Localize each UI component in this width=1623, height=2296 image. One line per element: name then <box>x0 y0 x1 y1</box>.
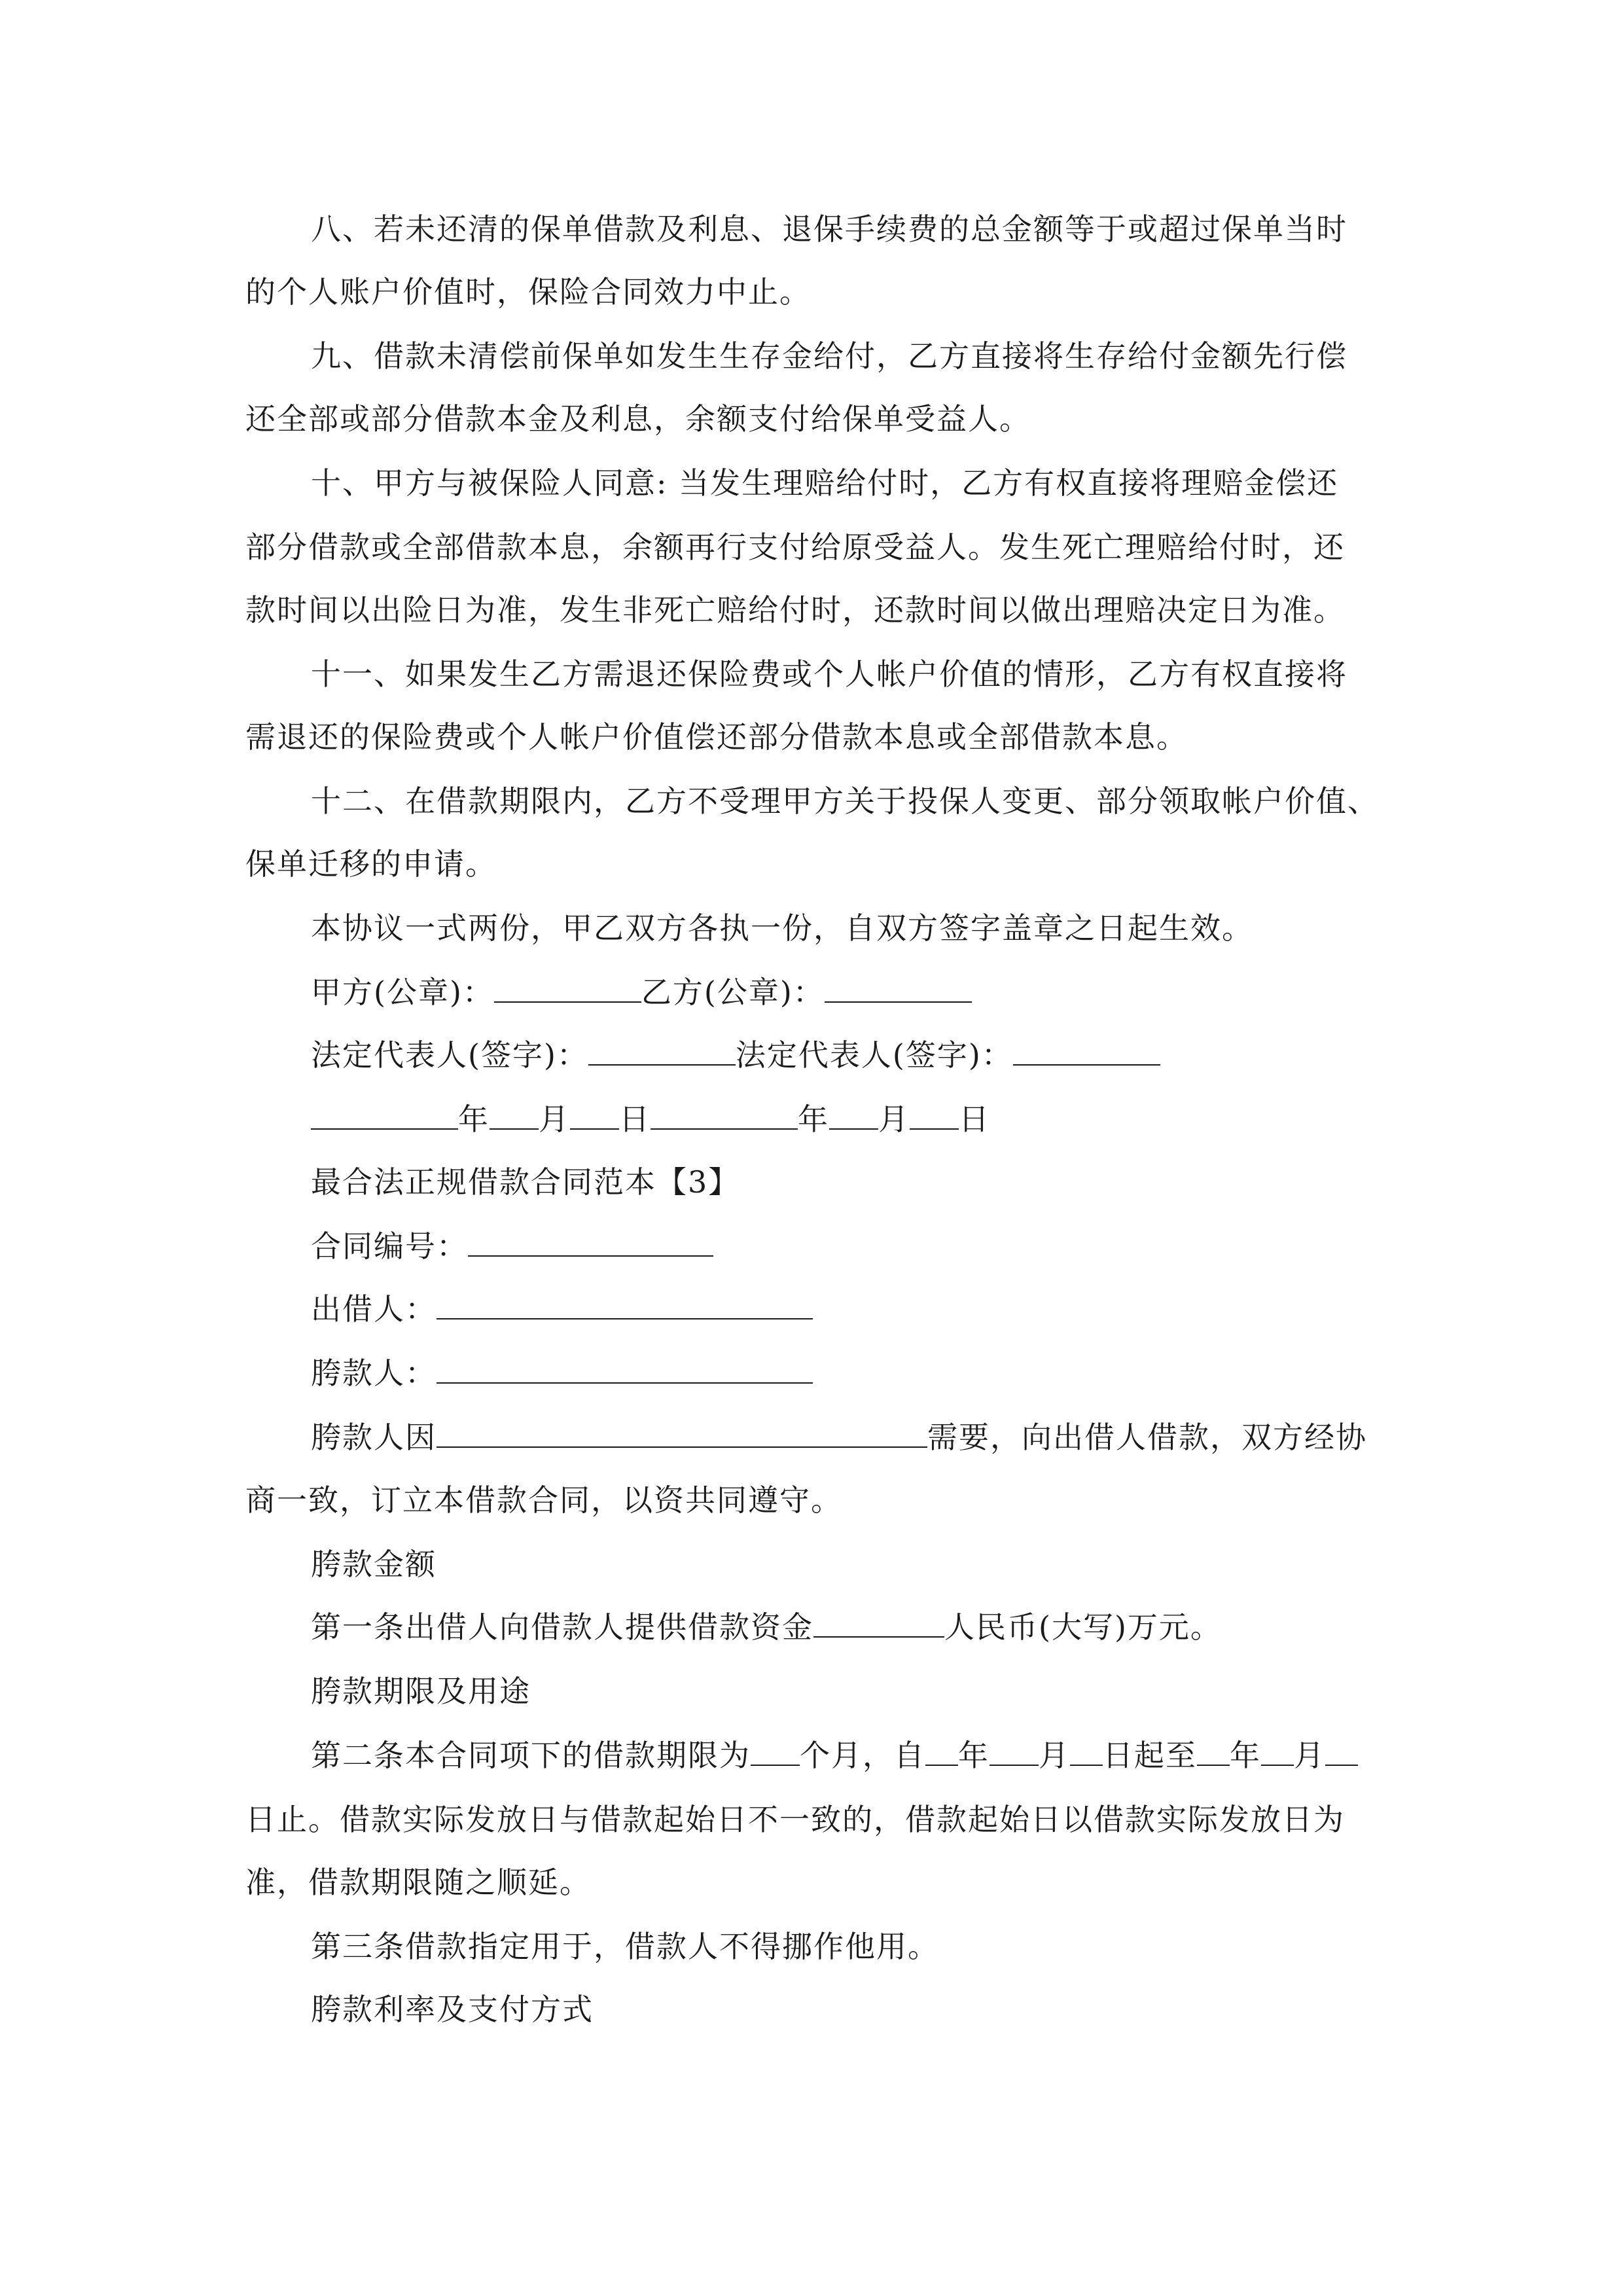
date-year-a: 年 <box>458 1102 490 1137</box>
article-1-line <box>311 1607 1222 1647</box>
article-2-text-f: 年 <box>1230 1738 1261 1773</box>
legal-rep-a-label: 法定代表人(签字)： <box>311 1037 588 1073</box>
lender-line <box>311 1289 813 1329</box>
end-month-blank[interactable] <box>1261 1738 1294 1766</box>
article-2-text-d: 月 <box>1039 1738 1070 1773</box>
article-1-text-b: 人民币(大写)万元。 <box>944 1609 1222 1645</box>
clause-11-line-1: 十一、如果发生乙方需退还保险费或个人帐户价值的情形，乙方有权直接将 <box>311 656 1347 692</box>
article-2-text-c: 年 <box>958 1738 990 1773</box>
article-2-line-1 <box>311 1736 1358 1775</box>
legal-rep-b-label: 法定代表人(签字)： <box>735 1037 1013 1073</box>
date-day-blank-b[interactable] <box>910 1102 959 1130</box>
legal-rep-a-blank[interactable] <box>588 1038 736 1066</box>
party-b-seal-label: 乙方(公章)： <box>641 975 825 1010</box>
clause-10-line-3: 款时间以出险日为准，发生非死亡赔给付时，还款时间以做出理赔决定日为准。 <box>245 592 1345 628</box>
clause-8-line-2: 的个人账户价值时，保险合同效力中止。 <box>245 274 811 310</box>
legal-rep-line <box>311 1035 1160 1075</box>
date-month-b: 月 <box>878 1102 910 1137</box>
borrower-label: 胯款人： <box>311 1355 437 1391</box>
heading-amount: 胯款金额 <box>311 1547 437 1582</box>
clause-9-line-2: 还全部或部分借款本金及利息，余额支付给保单受益人。 <box>245 401 1031 437</box>
article-2-text-g: 月 <box>1294 1738 1325 1773</box>
party-b-seal-blank[interactable] <box>825 975 972 1003</box>
purpose-text-a: 胯款人因 <box>311 1420 437 1455</box>
contract-no-blank[interactable] <box>468 1229 713 1257</box>
effect-statement: 本协议一式两份，甲乙双方各执一份，自双方签字盖章之日起生效。 <box>311 910 1253 946</box>
party-a-seal-blank[interactable] <box>494 975 641 1003</box>
term-months-blank[interactable] <box>751 1738 800 1766</box>
date-day-a: 日 <box>619 1102 651 1137</box>
clause-9-line-1: 九、借款未清偿前保单如发生生存金给付，乙方直接将生存给付金额先行偿 <box>311 338 1347 374</box>
clause-8-line-1: 八、若未还清的保单借款及利息、退保手续费的总金额等于或超过保单当时 <box>311 211 1347 247</box>
article-1-text-a: 第一条出借人向借款人提供借款资金 <box>311 1609 813 1645</box>
contract-no-label: 合同编号： <box>311 1229 468 1264</box>
purpose-line-2: 商一致，订立本借款合同，以资共同遵守。 <box>245 1482 842 1518</box>
purpose-text-b: 需要，向出借人借款，双方经协 <box>927 1420 1367 1455</box>
date-month-blank-b[interactable] <box>829 1102 878 1130</box>
end-day-blank[interactable] <box>1325 1738 1358 1766</box>
legal-rep-b-blank[interactable] <box>1013 1038 1160 1066</box>
date-day-blank-a[interactable] <box>570 1102 619 1130</box>
date-month-a: 月 <box>539 1102 570 1137</box>
heading-rate: 胯款利率及支付方式 <box>311 1992 594 2027</box>
article-2-text-e: 日起至 <box>1103 1738 1197 1773</box>
contract-no-line <box>311 1227 713 1266</box>
purpose-line-1 <box>311 1418 1367 1457</box>
purpose-blank[interactable] <box>437 1420 927 1448</box>
date-day-b: 日 <box>959 1102 990 1137</box>
article-2-line-2: 日止。借款实际发放日与借款起始日不一致的，借款起始日以借款实际发放日为 <box>245 1802 1345 1837</box>
heading-term: 胯款期限及用途 <box>311 1674 531 1709</box>
clause-10-line-2: 部分借款或全部借款本息，余额再行支付给原受益人。发生死亡理赔给付时，还 <box>245 529 1345 565</box>
end-year-blank[interactable] <box>1197 1738 1230 1766</box>
borrower-line <box>311 1354 813 1393</box>
start-year-blank[interactable] <box>925 1738 958 1766</box>
article-3: 第三条借款指定用于，借款人不得挪作他用。 <box>311 1929 939 1964</box>
lender-blank[interactable] <box>437 1292 813 1319</box>
borrower-blank[interactable] <box>437 1356 813 1384</box>
section-title: 最合法正规借款合同范本【3】 <box>311 1164 740 1200</box>
article-2-text-b: 个月，自 <box>800 1738 925 1773</box>
clause-12-line-1: 十二、在借款期限内，乙方不受理甲方关于投保人变更、部分领取帐户价值、 <box>311 783 1379 819</box>
date-year-blank-a[interactable] <box>311 1102 458 1130</box>
clause-12-line-2: 保单迁移的申请。 <box>245 846 497 882</box>
seal-line <box>311 973 972 1012</box>
lender-label: 出借人： <box>311 1291 437 1327</box>
article-2-text-a: 第二条本合同项下的借款期限为 <box>311 1738 751 1773</box>
article-2-line-3: 准，借款期限随之顺延。 <box>245 1865 591 1900</box>
date-month-blank-a[interactable] <box>490 1102 539 1130</box>
party-a-seal-label: 甲方(公章)： <box>311 975 494 1010</box>
date-line <box>311 1100 990 1139</box>
date-year-blank-b[interactable] <box>651 1102 798 1130</box>
loan-amount-blank[interactable] <box>813 1610 944 1638</box>
date-year-b: 年 <box>798 1102 829 1137</box>
start-month-blank[interactable] <box>990 1738 1039 1766</box>
clause-10-line-1: 十、甲方与被保险人同意: 当发生理赔给付时，乙方有权直接将理赔金偿还 <box>311 465 1339 501</box>
clause-11-line-2: 需退还的保险费或个人帐户价值偿还部分借款本息或全部借款本息。 <box>245 719 1188 755</box>
start-day-blank[interactable] <box>1070 1738 1103 1766</box>
